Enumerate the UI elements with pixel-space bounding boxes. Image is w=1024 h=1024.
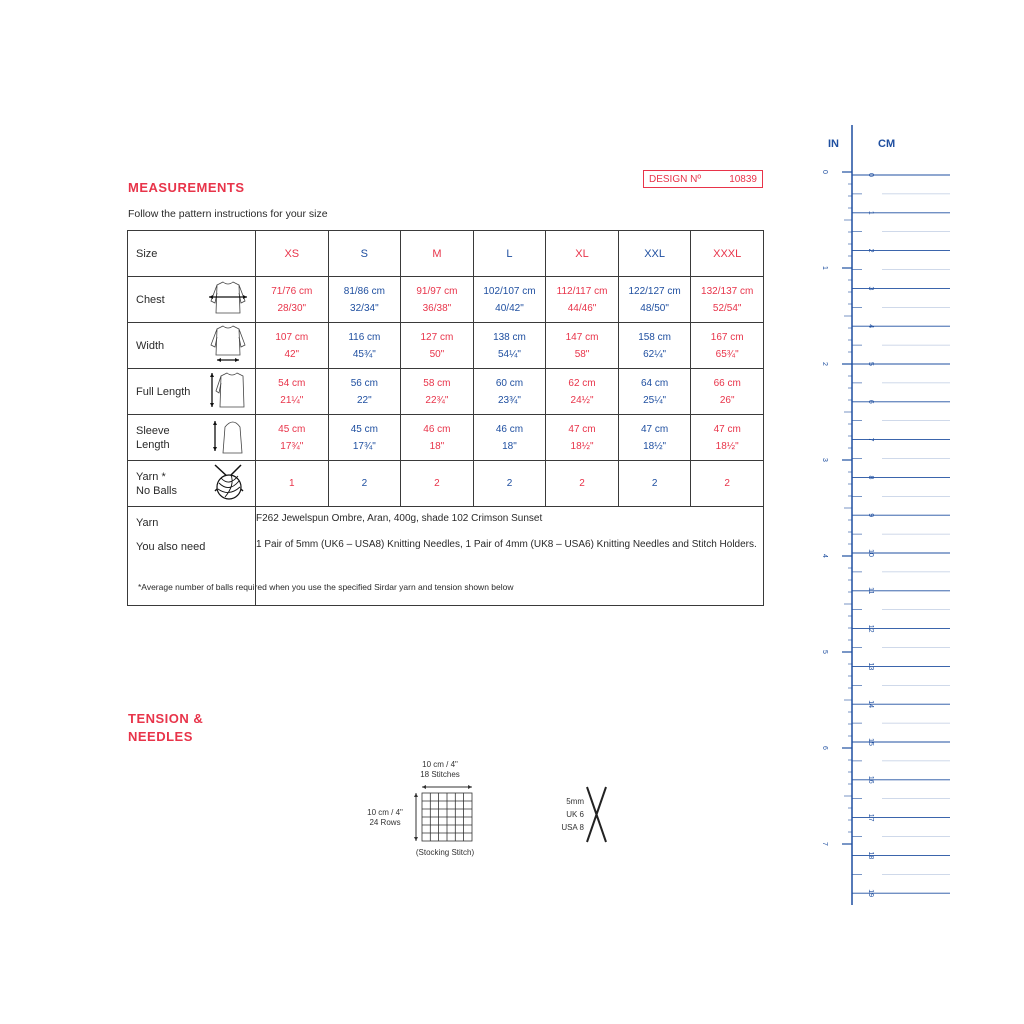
measurements-title: MEASUREMENTS [128,180,245,195]
row-label-line1: Yarn * [136,470,166,483]
cm-value: 81/86 cm [343,285,385,297]
inch-value: 58" [574,348,590,360]
cm-value: 107 cm [275,331,309,343]
cm-value: 47 cm [713,423,741,435]
measurement-row [128,277,764,323]
cm-value: 64 cm [640,377,669,389]
cm-value: 91/97 cm [416,285,458,297]
inch-value: 48/50" [640,302,669,314]
ruler-cm-number: 3 [867,286,874,291]
inch-value: 54¼" [497,348,521,360]
inch-value: 25¼" [643,394,667,406]
yarn-label: Yarn [136,517,159,529]
ruler-cm-number: 9 [867,513,874,518]
subtitle: Follow the pattern instructions for your size [128,208,328,220]
ruler-cm-number: 14 [867,700,874,709]
cm-value: 132/137 cm [701,285,754,297]
size-header: M [401,231,474,277]
measurement-cell [256,415,329,461]
width-measure-icon [207,325,249,367]
footnote: *Average number of balls required when you use the specified Sirdar yarn and tension shown below [138,582,514,592]
inch-value: 52/54" [712,302,742,314]
swatch-width-label: 10 cm / 4" [422,760,458,769]
row-label: Width [136,339,165,352]
ruler-inch-number: 1 [821,266,828,270]
size-header: XXXL [691,231,764,277]
needle-size-uk: UK 6 [566,810,584,819]
measurement-cell [328,323,401,369]
balls-cell: 2 [401,461,474,507]
ruler-cm-number: 0 [867,173,874,177]
ruler-cm-number: 1 [867,210,874,215]
ruler-cm-label: CM [878,138,896,150]
inch-value: 40/42" [495,302,524,314]
row-label-cell [128,415,256,461]
stocking-stitch-label: (Stocking Stitch) [415,848,475,857]
cm-value: 56 cm [350,377,378,389]
measurement-cell [473,369,546,415]
cm-value: 45 cm [350,423,378,435]
needle-size-usa: USA 8 [561,823,584,832]
ruler-cm-number: 7 [867,437,874,442]
swatch-side-label [355,808,415,828]
ruler-inch-number: 0 [821,170,828,174]
cm-value: 58 cm [423,377,451,389]
measurement-cell [546,323,619,369]
design-number-box [643,170,763,188]
ruler-cm-number: 16 [867,775,874,784]
measurement-cell [618,369,691,415]
ruler-inch-number: 5 [821,650,828,654]
measurement-cell [691,369,764,415]
tension-title-line1: TENSION & [128,711,204,726]
measurement-row [128,369,764,415]
swatch-stitches-label: 18 Stitches [420,770,460,779]
chest-measure-icon [207,279,249,321]
balls-cell: 2 [546,461,619,507]
size-header: XXL [618,231,691,277]
tension-title-line2: NEEDLES [128,729,193,744]
cm-value: 147 cm [565,331,599,343]
cm-value: 127 cm [420,331,454,343]
knitting-needles-icon [584,785,610,845]
cm-value: 116 cm [348,331,381,343]
row-label-cell [128,323,256,369]
size-header: S [328,231,401,277]
measurement-cell [256,323,329,369]
swatch-height-label: 10 cm / 4" [367,808,403,817]
ruler-inch-number: 7 [821,842,828,846]
cm-value: 122/127 cm [628,285,681,297]
measurement-cell [691,323,764,369]
inch-value: 18" [429,440,445,452]
size-header: L [473,231,546,277]
yarn-ball-icon [207,463,249,505]
ruler-cm-number: 4 [867,324,874,329]
tension-swatch-icon [410,783,480,848]
measurement-row [128,415,764,461]
ruler-cm-number: 10 [867,549,874,557]
measurement-cell [546,415,619,461]
inch-value: 50" [429,348,445,360]
balls-cell: 2 [328,461,401,507]
measurement-cell [328,277,401,323]
inch-value: 18½" [570,440,594,452]
cm-value: 138 cm [493,331,526,343]
tension-title [128,710,203,746]
row-label-line2: Length [136,438,170,451]
cm-value: 46 cm [495,423,524,435]
cm-value: 46 cm [423,423,451,435]
balls-cell: 2 [691,461,764,507]
inch-value: 18" [502,440,517,452]
measurement-cell [401,323,474,369]
size-header: XS [256,231,329,277]
measurement-cell [473,277,546,323]
measurement-cell [473,415,546,461]
length-measure-icon [207,371,249,413]
sleeve-measure-icon [207,417,249,459]
cm-value: 62 cm [568,377,596,389]
ruler-cm-number: 2 [867,248,874,253]
inch-value: 18½" [715,440,739,452]
yarn-balls-row [128,461,764,507]
balls-cell: 1 [256,461,329,507]
ruler [810,120,960,910]
measurement-cell [618,323,691,369]
row-label-cell [128,277,256,323]
measurement-cell [546,369,619,415]
measurement-cell [256,277,329,323]
measurement-cell [256,369,329,415]
inch-value: 26" [719,394,735,406]
measurement-cell [328,369,401,415]
row-label-line2: No Balls [136,484,177,497]
ruler-cm-number: 5 [867,362,874,366]
measurement-cell [546,277,619,323]
inch-value: 45¾" [352,348,376,360]
ruler-cm-number: 8 [867,475,874,480]
row-label-cell [128,369,256,415]
ruler-inch-number: 3 [821,458,828,462]
balls-cell: 2 [618,461,691,507]
inch-value: 32/34" [350,302,379,314]
ruler-cm-number: 18 [867,851,874,860]
inch-value: 17¾" [352,440,376,452]
inch-value: 18½" [643,440,667,452]
measurement-cell [618,415,691,461]
inch-value: 22" [357,394,372,406]
row-label: Full Length [136,385,191,398]
ruler-inch-number: 4 [821,554,828,558]
balls-cell: 2 [473,461,546,507]
design-number: 10839 [729,173,757,185]
also-need-text: 1 Pair of 5mm (UK6 – USA8) Knitting Needles, 1 Pair of 4mm (UK8 – USA6) Knitting Needles and Stitch Holders. [256,539,757,550]
measurements-table [127,230,764,606]
cm-value: 66 cm [713,377,741,389]
design-label: DESIGN Nº [649,173,701,185]
inch-value: 44/46" [567,302,597,314]
needle-size-mm: 5mm [566,797,584,806]
inch-value: 36/38" [422,302,452,314]
measurement-cell [691,415,764,461]
cm-value: 47 cm [568,423,596,435]
cm-value: 158 cm [638,331,671,343]
inch-value: 62¼" [643,348,667,360]
measurement-cell [618,277,691,323]
swatch-rows-label: 24 Rows [369,818,401,827]
ruler-inch-number: 6 [821,746,828,750]
ruler-cm-number: 11 [867,587,874,595]
measurement-cell [401,415,474,461]
also-need-label: You also need [136,541,206,553]
cm-value: 60 cm [495,377,524,389]
inch-value: 24½" [570,394,594,406]
row-label: Chest [136,293,165,306]
measurement-cell [691,277,764,323]
measurement-cell [401,369,474,415]
measurement-row [128,323,764,369]
cm-value: 71/76 cm [271,285,313,297]
ruler-cm-number: 12 [867,624,874,633]
inch-value: 17¾" [280,440,304,452]
needle-sizes [548,795,584,834]
cm-value: 47 cm [640,423,669,435]
cm-value: 54 cm [278,377,306,389]
inch-value: 23¾" [497,394,521,406]
inch-value: 22¾" [425,394,449,406]
size-row [128,231,764,277]
inch-value: 65¾" [715,348,739,360]
row-label-line1: Sleeve [136,424,170,437]
ruler-cm-number: 13 [867,662,874,671]
ruler-cm-number: 17 [867,813,874,822]
cm-value: 112/117 cm [556,285,608,297]
ruler-cm-number: 19 [867,889,874,898]
ruler-cm-number: 6 [867,399,874,404]
ruler-cm-number: 15 [867,738,874,746]
measurement-cell [473,323,546,369]
ruler-inch-label: IN [828,138,839,150]
measurement-cell [328,415,401,461]
cm-value: 45 cm [278,423,306,435]
cm-value: 167 cm [710,331,744,343]
measurement-cell [401,277,474,323]
swatch-top-label [410,760,470,780]
inch-value: 28/30" [277,302,307,314]
size-header: XL [546,231,619,277]
cm-value: 102/107 cm [483,285,536,297]
yarn-text: F262 Jewelspun Ombre, Aran, 400g, shade 102 Crimson Sunset [256,513,543,524]
size-label: Size [128,231,256,277]
row-label-cell [128,461,256,507]
inch-value: 42" [284,348,300,360]
inch-value: 21¼" [280,394,304,406]
ruler-inch-number: 2 [821,362,828,366]
